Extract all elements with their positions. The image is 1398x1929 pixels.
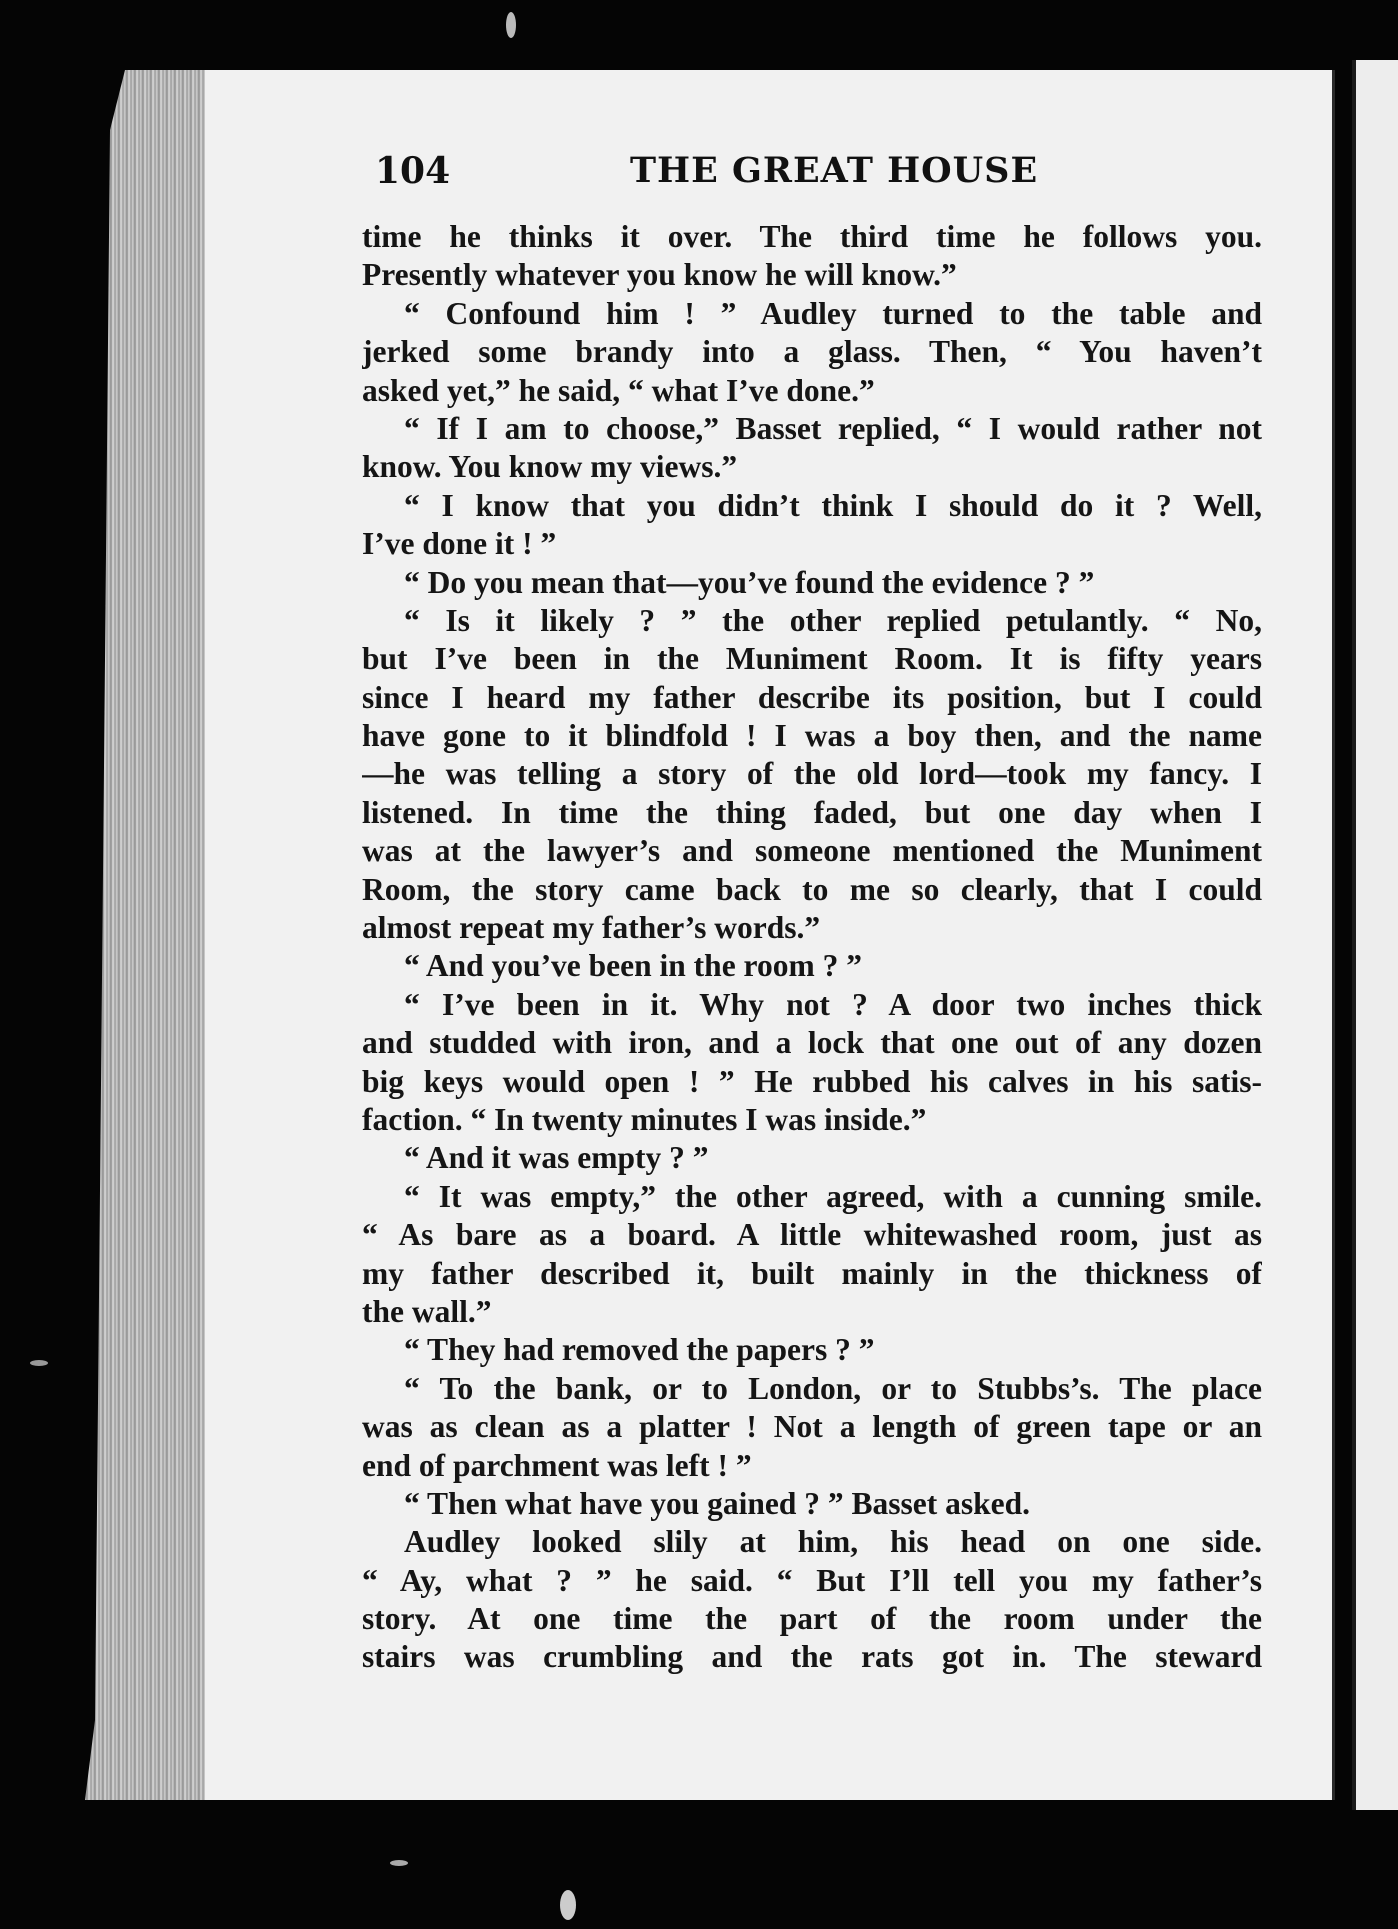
text-line: listened. In time the thing faded, but one day when I	[362, 794, 1262, 830]
text-line: stairs was crumbling and the rats got in. The steward	[362, 1639, 1262, 1675]
book-page-edges	[85, 70, 215, 1800]
text-line: jerked some brandy into a glass. Then, “ You haven’t	[362, 334, 1262, 370]
text-line: Room, the story came back to me so clearly, that I could	[362, 871, 1262, 907]
text-line: time he thinks it over. The third time he follows you.	[362, 219, 1262, 254]
text-line: since I heard my father describe its position, but I could	[362, 679, 1262, 715]
text-line: end of parchment was left ! ”	[362, 1447, 752, 1483]
scan-speck	[506, 12, 516, 38]
text-line: but I’ve been in the Muniment Room. It is fifty years	[362, 641, 1262, 677]
running-title: THE GREAT HOUSE	[630, 150, 1039, 191]
text-line: story. At one time the part of the room under the	[362, 1601, 1262, 1637]
text-line: “ And you’ve been in the room ? ”	[404, 948, 862, 984]
text-line: “ To the bank, or to London, or to Stubbs’s. The place	[404, 1370, 1262, 1406]
page-number: 104	[375, 150, 451, 192]
text-line: “ As bare as a board. A little whitewashed room, just as	[362, 1217, 1262, 1253]
text-line: asked yet,” he said, “ what I’ve done.”	[362, 372, 875, 408]
text-line: “ Confound him ! ” Audley turned to the table and	[404, 295, 1262, 331]
text-line: “ They had removed the papers ? ”	[404, 1332, 875, 1368]
text-line: was at the lawyer’s and someone mentioned the Muniment	[362, 833, 1262, 869]
running-head	[375, 150, 1255, 200]
text-line: and studded with iron, and a lock that one out of any dozen	[362, 1025, 1262, 1061]
text-line: almost repeat my father’s words.”	[362, 910, 821, 946]
body-text	[362, 218, 1262, 1677]
text-line: my father described it, built mainly in the thickness of	[362, 1255, 1262, 1291]
text-line: I’ve done it ! ”	[362, 526, 557, 562]
text-line: “ Then what have you gained ? ” Basset asked.	[404, 1485, 1031, 1521]
scan-speck	[560, 1890, 576, 1920]
text-line: big keys would open ! ” He rubbed his calves in his satis-	[362, 1063, 1262, 1099]
text-line: Presently whatever you know he will know.”	[362, 257, 957, 293]
text-line: was as clean as a platter ! Not a length of green tape or an	[362, 1409, 1262, 1445]
text-line: “ Do you mean that—you’ve found the evidence ? ”	[404, 564, 1095, 600]
text-line: “ I’ve been in it. Why not ? A door two inches thick	[404, 986, 1262, 1022]
text-line: the wall.”	[362, 1293, 492, 1329]
text-line: know. You know my views.”	[362, 449, 738, 485]
adjacent-page-edge	[1352, 60, 1398, 1810]
text-line: Audley looked slily at him, his head on one side.	[404, 1524, 1262, 1560]
text-line: “ It was empty,” the other agreed, with a cunning smile.	[404, 1178, 1262, 1214]
text-line: “ If I am to choose,” Basset replied, “ I would rather not	[404, 410, 1262, 446]
text-line: have gone to it blindfold ! I was a boy then, and the name	[362, 718, 1262, 754]
text-line: “ Is it likely ? ” the other replied petulantly. “ No,	[404, 602, 1262, 638]
scan-speck	[390, 1860, 408, 1866]
text-line: “ Ay, what ? ” he said. “ But I’ll tell you my father’s	[362, 1562, 1262, 1598]
text-line: faction. “ In twenty minutes I was inside.”	[362, 1101, 927, 1137]
text-line: “ I know that you didn’t think I should do it ? Well,	[404, 487, 1262, 523]
text-line: —he was telling a story of the old lord—took my fancy. I	[362, 756, 1262, 792]
scan-speck	[30, 1360, 48, 1366]
text-line: “ And it was empty ? ”	[404, 1140, 709, 1176]
